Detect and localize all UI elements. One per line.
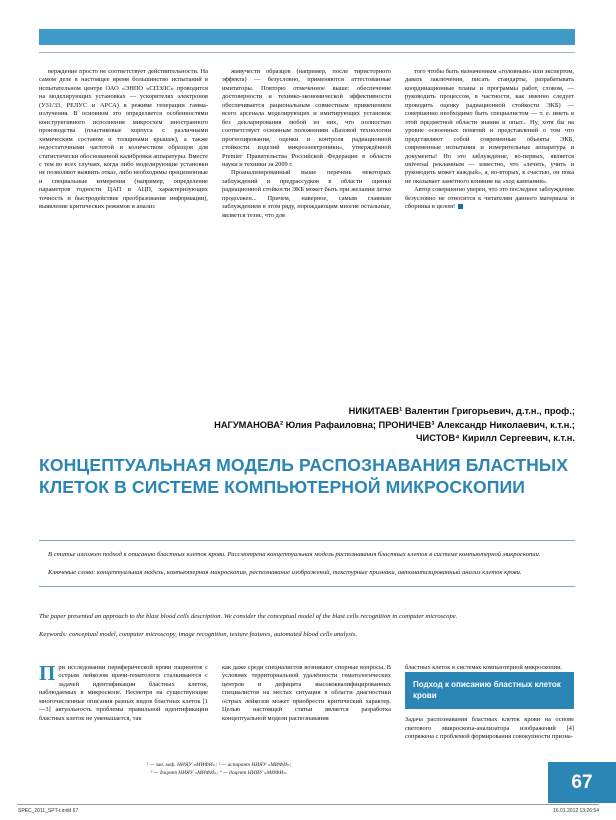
paragraph: верждение просто не соответствует действительности. На самом деле в настоящее время большинство испытаний в испытательном центре ОАО «ЭНПО «СПЭЛС» проводится на моделирующих установках — ускорителях электронов (У31/33, РЕЛУС и АРСА) в режиме генерации гамма-излучения. В основном это определяется особенностями конструктивного исполнения микросхем иностранного производства (пластиковые корпуса с различными химическим составом и толщинами крышек), а также недостаточными частотой и количеством образцов для статистически обоснованной калибровки аппаратуры. Вместе с тем во всех случаях, когда либо моделирующие установки не позволяют выявить отказ, либо необходимы прецизионные и специальные измерения (например, определение параметров годности ЦАП и АЦП, характеризующих точность и быстродействие преобразования информации), выявление критических режимов и анализ bbox=[39, 68, 208, 211]
footer-timestamp: 16.01.2012 13:26:54 bbox=[553, 808, 599, 814]
footer-rule bbox=[17, 804, 599, 805]
section-heading-box: Подход к описанию бластных клеток крови bbox=[405, 672, 574, 709]
top-column-2 bbox=[222, 68, 391, 220]
keywords-ru: Ключевые слова: концептуальная модель, компьютерная микроскопия, распознавание изображений, текстурные признаки, автоматизированный анализ клеток крови. bbox=[48, 568, 522, 576]
body-col3-text-before bbox=[405, 664, 574, 672]
top-col2-text bbox=[222, 68, 391, 220]
paragraph-text: Автор совершенно уверен, что это последнее заблуждение безусловно не относится к читателям данного материала и сборника в целом! bbox=[405, 186, 574, 211]
footnotes bbox=[39, 762, 399, 777]
author-line: НАГУМАНОВА² Юлия Рафаиловна; ПРОНИЧЕВ³ Александр Николаевич, к.т.н.; bbox=[214, 419, 575, 430]
end-of-article-marker bbox=[458, 204, 463, 209]
author-list bbox=[39, 405, 575, 446]
top-column-1 bbox=[39, 68, 208, 220]
footnote-line: ³ — доцент НИЯУ «МИФИ»; ⁴ — доцент НИЯУ «МИФИ». bbox=[150, 769, 288, 776]
top-col3-text bbox=[405, 68, 574, 212]
paragraph: Задача распознавания бластных клеток крови на основе светового микроскопа-анализатора изображений [4] сопряжена с проблемой формирования совокупности призна- bbox=[405, 716, 574, 741]
author-line: ЧИСТОВ⁴ Кирилл Сергеевич, к.т.н. bbox=[416, 433, 575, 443]
body-column-2 bbox=[222, 664, 391, 742]
body-col1-text bbox=[39, 661, 208, 723]
body-column-1 bbox=[39, 661, 208, 742]
abstract-en-paragraph: The paper presented an approach to the blast blood cells description. We consider the conceptual model of the blast cells recognition in computer microscope. bbox=[39, 613, 458, 620]
paragraph: Проанализированный выше перечень некоторых заблуждений и предрассудков в области оценки радиационной стойкости ЭКБ может быть при желании легко продолжен... Причем, наверное, самым главным заблуждением в этом ряду, порождающим многие остальные, является тезис, что для bbox=[222, 169, 391, 219]
paragraph: живучести образцов (например, после тиристорного эффекта) — безусловно, применяются аттестованные имитаторы. Повторю отмеченное выше: обеспечение достоверности и технико-экономической эффективности обеспечивается рациональным совместным применением всего арсенала моделирующих и имитирующих установок без декларирования любой из них, что полностью соответствует основным положениям «Базовой технологии прогнозирования, оценки и контроля радиационной стойкости изделий микроэлектроники», утверждённой Premier Правительства Российской Федерации в области науки и техники за 2009 г. bbox=[222, 68, 391, 168]
abstract-paragraph: В статье изложен подход к описанию бластных клеток крови. Рассмотрена концептуальная модель распознавания бластных клеток в системе компьютерной микроскопии. bbox=[48, 551, 541, 558]
header-color-band bbox=[39, 29, 575, 45]
abstract-ru-text bbox=[39, 550, 575, 577]
keywords-en: Keywords: conceptual model, computer microscopy, image recognition, texture features, automated blood cells analysis. bbox=[39, 630, 357, 638]
abstract-ru-block bbox=[39, 540, 575, 587]
top-col1-text bbox=[39, 68, 208, 212]
drop-cap: П bbox=[39, 661, 56, 685]
footnote-line: ¹ — зав. каф. НИЯУ «МИФИ»; ² — аспирант НИЯУ «МИФИ»; bbox=[146, 762, 292, 768]
paragraph bbox=[39, 661, 208, 723]
top-article-columns bbox=[39, 68, 575, 220]
paragraph: бластных клеток в системах компьютерной микроскопии. bbox=[405, 664, 563, 671]
author-line: НИКИТАЕВ¹ Валентин Григорьевич, д.т.н., проф.; bbox=[348, 406, 575, 416]
header-rule bbox=[39, 52, 575, 53]
abstract-en-block bbox=[39, 612, 575, 639]
top-column-3 bbox=[405, 68, 574, 220]
paragraph: того чтобы быть назначенным «головным» или экспертом, давать заключения, писать стандарты, разрабатывать координационные планы и программы работ, словом, — руководить процессом, в частности, как именно следует проводить оценку радиационной стойкости ЭКБ) — совершенно необходимо быть специалистом — т. е. иметь в этой предметной области знания и опыт... Ну, хотя бы на уровне освоенных понятий и представлений о том что представляют собой современные объекты ЭКБ, современные испытания и измерительные аппаратура и документы! Но это заблуждение, во-первых, является universal рекламным — известно, что «лечить, учить и руководить может каждый», а, во-вторых, к счастью, он пока не оказывает заметного влияния на «ход кампании». bbox=[405, 68, 574, 185]
paragraph-text: ри исследовании периферической крови пациентов с острым лейкозом врачи-гематологи сталкиваются с задачей идентификации бластных клеток, наблюдаемых в микроскопе. Несмотря на существующие многочисленные описания разных видов бластных клеток [1—3] актуальность проблемы правильной идентификации бластных клеток не уменьшается, так bbox=[39, 664, 208, 722]
paragraph bbox=[405, 186, 574, 211]
article-title: КОНЦЕПТУАЛЬНАЯ МОДЕЛЬ РАСПОЗНАВАНИЯ БЛАСТНЫХ КЛЕТОК В СИСТЕМЕ КОМПЬЮТЕРНОЙ МИКРОСКОПИИ bbox=[39, 455, 569, 497]
abstract-bottom-rule bbox=[39, 586, 575, 587]
footer-file-info: SPEC_2011_SPT-t.indd 67 bbox=[18, 808, 79, 814]
body-columns bbox=[39, 661, 575, 742]
body-col3-text-after bbox=[405, 716, 574, 741]
body-column-3 bbox=[405, 664, 574, 742]
paragraph: как даже среди специалистов возникают спорные вопросы. В условиях территориальной удалённости гематологических центров и дефицита высококвалифицированных специалистов на местах ситуация в области диагностики острых лейкозов может приобрести критический характер. Целью настоящей статьи является разработка концептуальной модели распознавания bbox=[222, 664, 391, 722]
abstract-top-rule bbox=[39, 540, 575, 541]
page-number-badge: 67 bbox=[548, 762, 616, 803]
body-col2-text bbox=[222, 664, 391, 723]
